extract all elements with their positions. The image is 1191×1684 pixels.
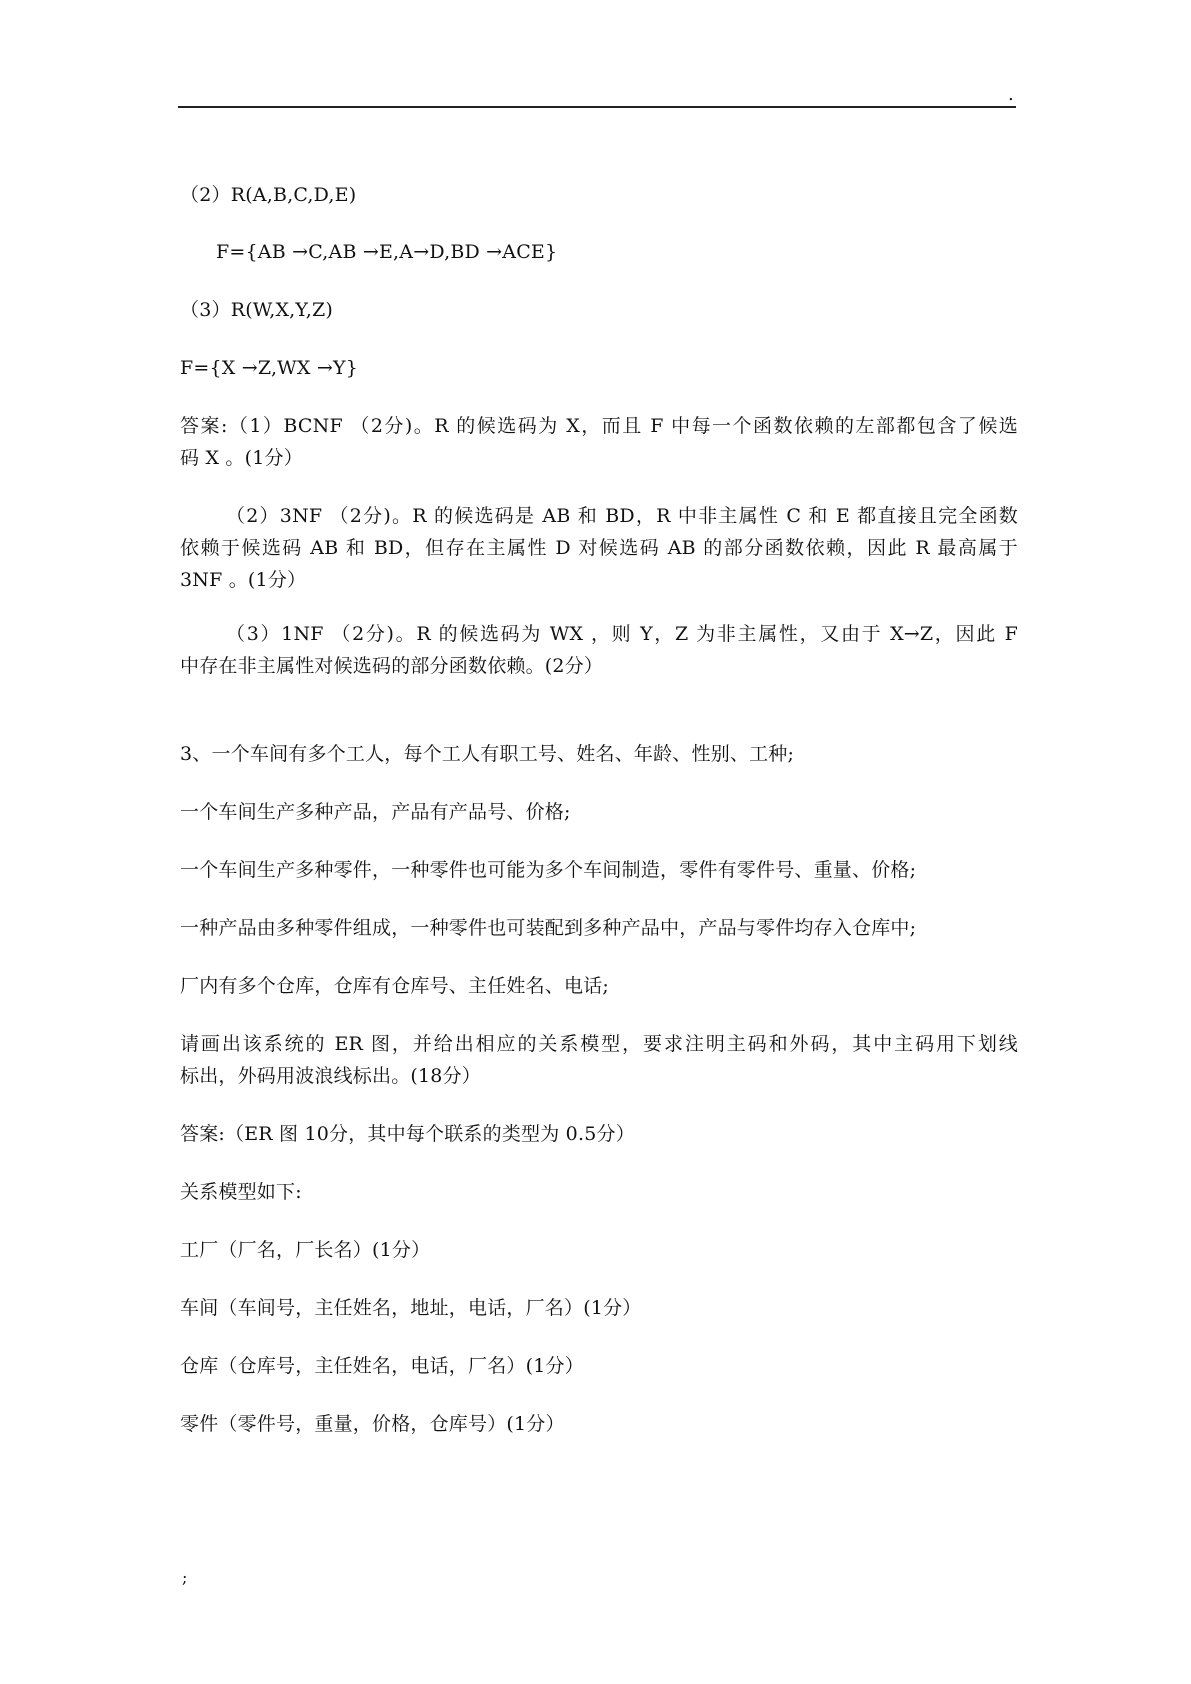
- answer-3-line-1: （3）1NF （2分)。R 的候选码为 WX ，则 Y，Z 为非主属性，又由于 X→Z，因此 F: [226, 623, 1018, 645]
- footer-mark: ;: [182, 1568, 188, 1587]
- question-2-dependencies: F={AB →C,AB →E,A→D,BD →ACE}: [216, 241, 558, 263]
- answer-2-line-3: 3NF 。(1分）: [180, 569, 307, 591]
- header-mark: .: [1008, 84, 1014, 105]
- relation-model-heading: 关系模型如下:: [180, 1181, 302, 1203]
- answer-3-line-2: 中存在非主属性对候选码的部分函数依赖。(2分）: [180, 655, 604, 677]
- question-3-dependencies: F={X →Z,WX →Y}: [180, 357, 359, 379]
- answer-2-line-1: （2）3NF （2分)。R 的候选码是 AB 和 BD，R 中非主属性 C 和 E 都直接且完全函数: [226, 505, 1018, 527]
- question-3-relation: （3）R(W,X,Y,Z): [180, 299, 333, 321]
- requirement-assembly: 一种产品由多种零件组成，一种零件也可装配到多种产品中，产品与零件均存入仓库中;: [180, 917, 917, 939]
- answer-1-line-1: 答案:（1）BCNF （2分)。R 的候选码为 X，而且 F 中每一个函数依赖的左部都包含了候选: [180, 415, 1018, 437]
- answer-er-diagram: 答案:（ER 图 10分，其中每个联系的类型为 0.5分）: [180, 1123, 635, 1145]
- header-rule: [178, 106, 1016, 108]
- relation-part: 零件（零件号，重量，价格，仓库号）(1分）: [180, 1413, 565, 1435]
- relation-workshop: 车间（车间号，主任姓名，地址，电话，厂名）(1分）: [180, 1297, 642, 1319]
- requirement-warehouses: 厂内有多个仓库，仓库有仓库号、主任姓名、电话;: [180, 975, 610, 997]
- relation-factory: 工厂（厂名，厂长名）(1分）: [180, 1239, 431, 1261]
- answer-2-line-2: 依赖于候选码 AB 和 BD，但存在主属性 D 对候选码 AB 的部分函数依赖，因此 R 最高属于: [180, 537, 1018, 559]
- requirement-parts: 一个车间生产多种零件，一种零件也可能为多个车间制造，零件有零件号、重量、价格;: [180, 859, 917, 881]
- question-3-heading: 3、一个车间有多个工人，每个工人有职工号、姓名、年龄、性别、工种;: [180, 743, 795, 765]
- requirement-products: 一个车间生产多种产品，产品有产品号、价格;: [180, 801, 571, 823]
- question-2-relation: （2）R(A,B,C,D,E): [180, 184, 357, 206]
- task-line-1: 请画出该系统的 ER 图，并给出相应的关系模型，要求注明主码和外码，其中主码用下划线: [180, 1033, 1018, 1055]
- task-line-2: 标出，外码用波浪线标出。(18分）: [180, 1065, 481, 1087]
- answer-1-line-2: 码 X 。(1分）: [180, 447, 303, 469]
- relation-warehouse: 仓库（仓库号，主任姓名，电话，厂名）(1分）: [180, 1355, 584, 1377]
